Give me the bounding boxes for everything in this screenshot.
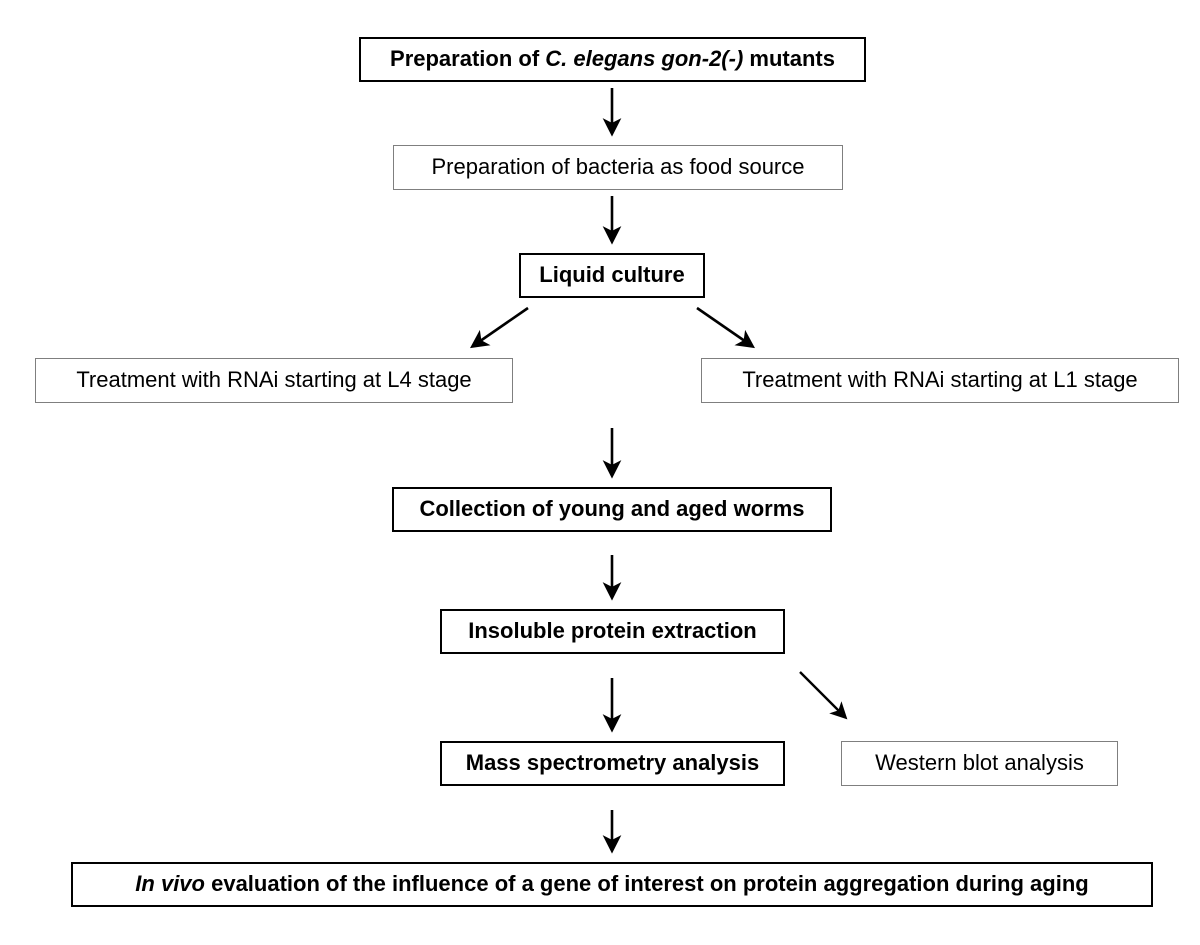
node-label: Treatment with RNAi starting at L1 stage <box>742 367 1138 393</box>
node-mass-spectrometry-analysis <box>440 741 785 786</box>
node-label: In vivo evaluation of the influence of a gene of interest on protein aggregation during aging <box>135 871 1089 897</box>
node-rnai-l4-stage <box>35 358 513 403</box>
node-liquid-culture <box>519 253 705 298</box>
arrow-liquid-culture-to-rnai-l4 <box>473 308 528 346</box>
node-label: Collection of young and aged worms <box>419 496 805 522</box>
node-label: Insoluble protein extraction <box>468 618 757 644</box>
node-in-vivo-evaluation <box>71 862 1153 907</box>
node-label: Liquid culture <box>539 262 685 288</box>
node-preparation-of-mutants <box>359 37 866 82</box>
node-insoluble-protein-extraction <box>440 609 785 654</box>
node-label: Mass spectrometry analysis <box>465 750 760 776</box>
arrow-insoluble-extraction-to-western-blot <box>800 672 845 717</box>
node-collection-of-worms <box>392 487 832 532</box>
node-label: Treatment with RNAi starting at L4 stage <box>76 367 472 393</box>
node-label: Preparation of C. elegans gon-2(-) mutants <box>390 46 835 72</box>
arrow-liquid-culture-to-rnai-l1 <box>697 308 752 346</box>
node-preparation-of-bacteria <box>393 145 843 190</box>
node-label: Preparation of bacteria as food source <box>431 154 805 180</box>
node-rnai-l1-stage <box>701 358 1179 403</box>
node-label: Western blot analysis <box>875 750 1084 776</box>
node-western-blot-analysis <box>841 741 1118 786</box>
